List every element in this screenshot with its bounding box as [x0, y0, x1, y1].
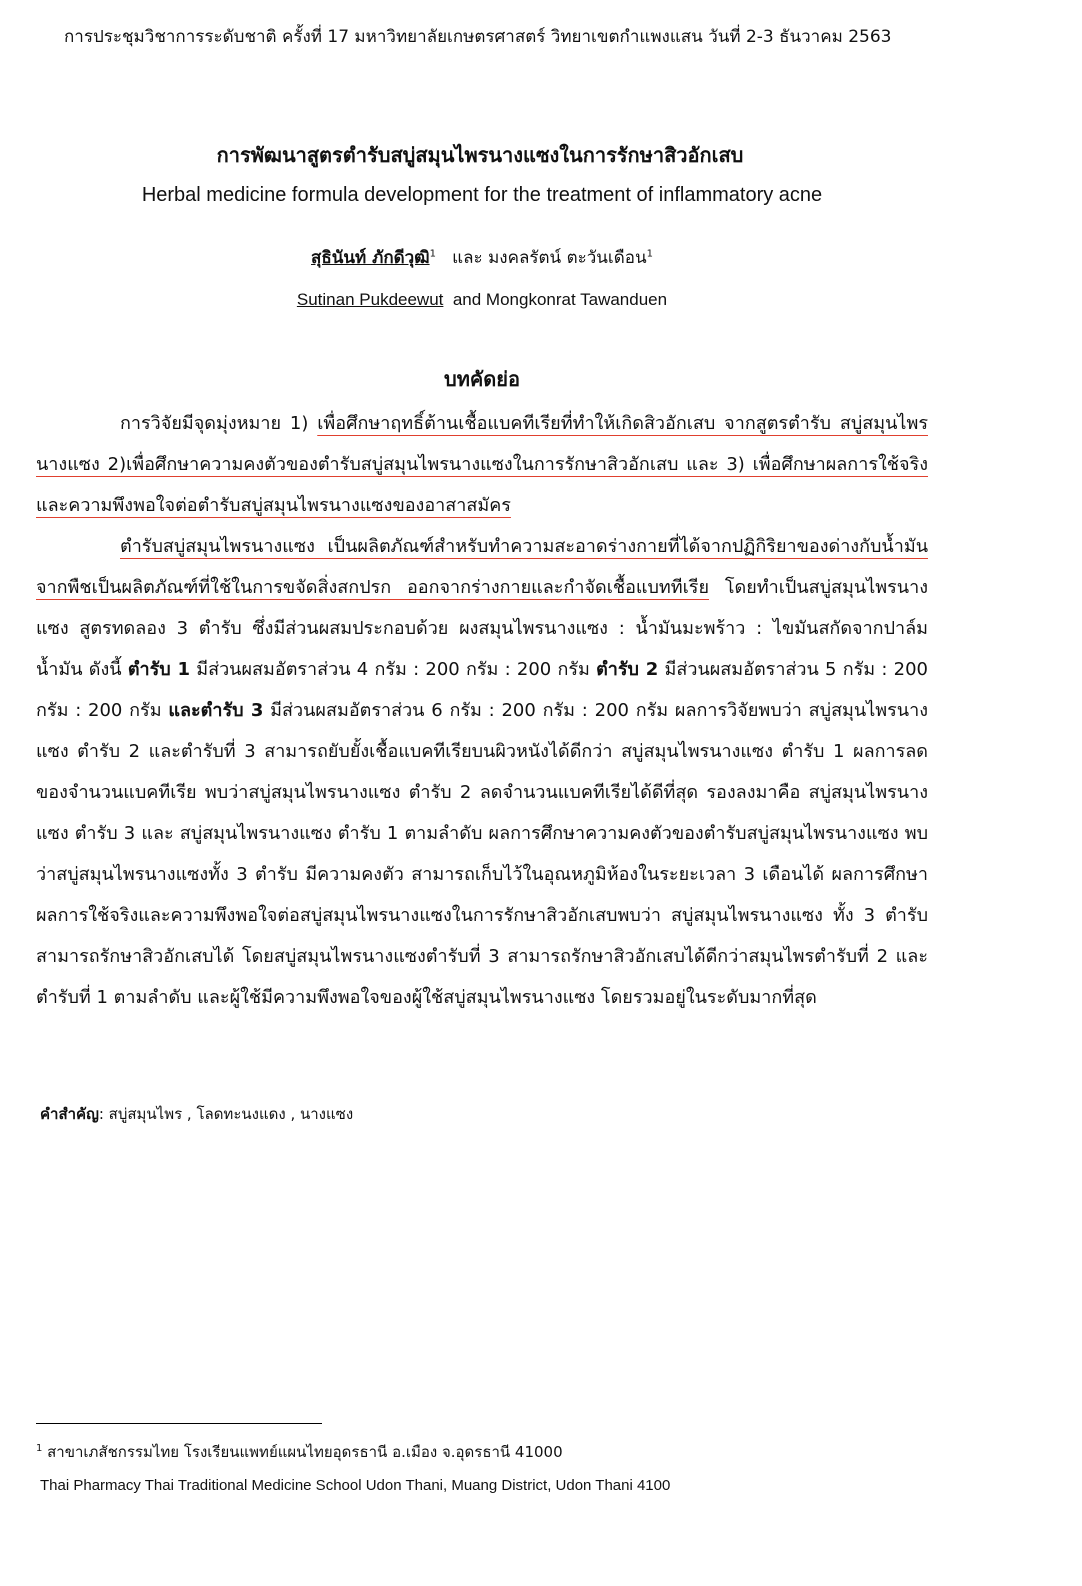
keywords-list: : สบู่สมุนไพร , โลดทะนงแดง , นางแซง	[98, 1105, 354, 1123]
authors-english	[0, 287, 964, 313]
keywords	[40, 1102, 940, 1126]
footnote-divider	[36, 1423, 322, 1424]
authors-thai	[0, 244, 964, 272]
paragraph-1-lead: การวิจัยมีจุดมุ่งหมาย 1)	[120, 413, 318, 434]
author-2-english: and Mongkonrat Tawanduen	[452, 290, 668, 309]
abstract-paragraph-1	[36, 403, 928, 526]
paragraph-1-objectives: เพื่อศึกษาฤทธิ์ต้านเชื้อแบคทีเรียที่ทำให้เกิดสิวอักเสบ จากสูตรตำรับ สบู่สมุนไพรนางแซง 2)เพื่อศึกษาความคงตัวของตำรับสบู่สมุนไพรนางแซงในการรักษาสิวอักเสบ และ 3) เพื่อศึกษาผลการใช้จริงและความพึงพอใจต่อตำรับสบู่สมุนไพรนางแซงของอาสาสมัคร	[36, 413, 928, 516]
affiliation-marker: 1	[646, 248, 653, 260]
and-label: และ	[168, 700, 201, 721]
paragraph-2-text-b: มีส่วนผสมอัตราส่วน 4 กรัม : 200 กรัม : 200 กรัม	[190, 659, 597, 680]
formula-3-label: ตำรับ 3	[200, 700, 264, 721]
paragraph-2-text-a: โดยทำเป็นสบู่สมุนไพรนางแซง สูตรทดลอง 3 ตำรับ ซึ่งมีส่วนผสมประกอบด้วย ผงสมุนไพรนางแซง : น้ำมันมะพร้าว : ไขมันสกัดจากปาล์มน้ำมัน ดังนี้	[36, 577, 928, 680]
paragraph-2-text-c: มีส่วนผสมอัตราส่วน 5 กรัม : 200 กรัม : 200 กรัม	[36, 659, 929, 721]
conference-header: การประชุมวิชาการระดับชาติ ครั้งที่ 17 มหาวิทยาลัยเกษตรศาสตร์ วิทยาเขตกำแพงแสน วันที่ 2-3 ธันวาคม 2563	[64, 27, 892, 47]
abstract-paragraph-2	[36, 526, 928, 1018]
footnote-thai	[36, 1440, 936, 1464]
keywords-label: คำสำคัญ	[40, 1105, 99, 1123]
formula-2-label: ตำรับ 2	[596, 659, 659, 680]
abstract-heading: บทคัดย่อ	[444, 367, 520, 391]
title-thai: การพัฒนาสูตรตำรับสบู่สมุนไพรนางแซงในการรักษาสิวอักเสบ	[216, 143, 744, 167]
author-1-english: Sutinan Pukdeewut	[296, 290, 444, 309]
author-1-thai: สุธินันท์ ภักดีวุฒิ	[311, 248, 430, 268]
title-english: Herbal medicine formula development for the treatment of inflammatory acne	[141, 184, 823, 206]
paragraph-2-text-d: มีส่วนผสมอัตราส่วน 6 กรัม : 200 กรัม : 200 กรัม ผลการวิจัยพบว่า สบู่สมุนไพรนางแซง ตำรับ 2 และตำรับที่ 3 สามารถยับยั้งเชื้อแบคทีเรียบนผิวหนังได้ดีกว่า สบู่สมุนไพรนางแซง ตำรับ 1 ผลการลดของจำนวนแบคทีเรีย พบว่าสบู่สมุนไพรนางแซง ตำรับ 2 ลดจำนวนแบคทีเรียได้ดีที่สุด รองลงมาคือ สบู่สมุนไพรนางแซง ตำรับ 3 และ สบู่สมุนไพรนางแซง ตำรับ 1 ตามลำดับ ผลการศึกษาความคงตัวของตำรับสบู่สมุนไพรนางแซง พบว่าสบู่สมุนไพรนางแซงทั้ง 3 ตำรับ มีความคงตัว สามารถเก็บไว้ในอุณหภูมิห้องในระยะเวลา 3 เดือนได้ ผลการศึกษาผลการใช้จริงและความพึงพอใจต่อสบู่สมุนไพรนางแซงในการรักษาสิวอักเสบพบว่า สบู่สมุนไพรนางแซง ทั้ง 3 ตำรับ สามารถรักษาสิวอักเสบได้ โดยสบู่สมุนไพรนางแซงตำรับที่ 3 สามารถรักษาสิวอักเสบได้ดีกว่าสมุนไพรตำรับที่ 2 และตำรับที่ 1 ตามลำดับ และผู้ใช้มีความพึงพอใจของผู้ใช้สบู่สมุนไพรนางแซง โดยรวมอยู่ในระดับมากที่สุด	[36, 700, 929, 1008]
footnote-english: Thai Pharmacy Thai Traditional Medicine School Udon Thani, Muang District, Udon Thani 4100	[40, 1477, 671, 1494]
author-2-thai: และ มงคลรัตน์ ตะวันเดือน	[452, 248, 647, 268]
footnote-marker: 1	[36, 1443, 43, 1454]
affiliation-marker: 1	[429, 248, 436, 260]
formula-1-label: ตำรับ 1	[127, 659, 190, 680]
paragraph-2-definition: ตำรับสบู่สมุนไพรนางแซง เป็นผลิตภัณฑ์สำหรับทำความสะอาดร่างกายที่ได้จากปฏิกิริยาของด่างกับน้ำมันจากพืชเป็นผลิตภัณฑ์ที่ใช้ในการขจัดสิ่งสกปรก ออกจากร่างกายและกำจัดเชื้อแบททีเรีย	[36, 536, 928, 598]
footnote-thai-text: สาขาเภสัชกรรมไทย โรงเรียนแพทย์แผนไทยอุดรธานี อ.เมือง จ.อุดรธานี 41000	[47, 1443, 563, 1461]
abstract-body	[36, 403, 928, 1018]
